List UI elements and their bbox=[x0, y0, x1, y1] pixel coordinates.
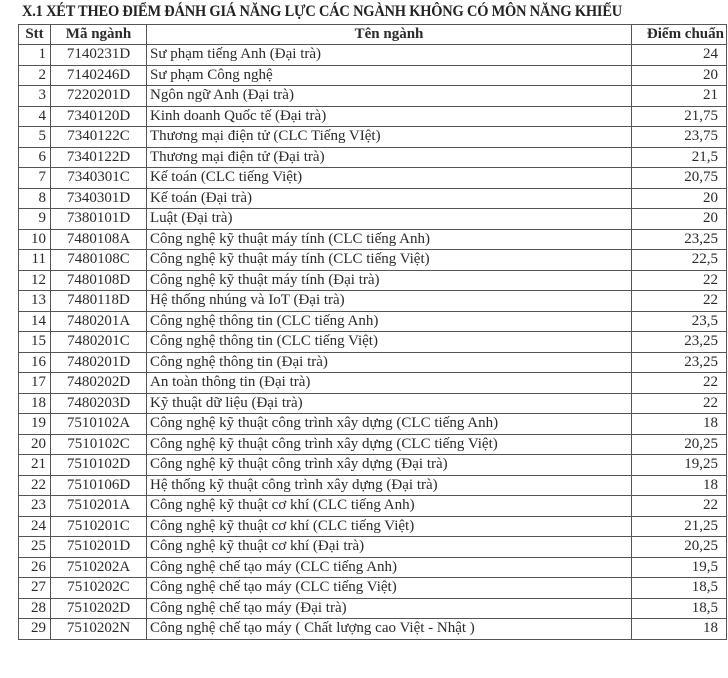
row-name: Kế toán (Đại trà) bbox=[147, 188, 632, 209]
row-name: Sư phạm tiếng Anh (Đại trà) bbox=[147, 45, 632, 66]
row-name: Công nghệ thông tin (CLC tiếng Anh) bbox=[147, 311, 632, 332]
row-stt: 23 bbox=[19, 496, 51, 517]
row-score: 18 bbox=[632, 475, 727, 496]
row-name: Công nghệ chế tạo máy (CLC tiếng Việt) bbox=[147, 578, 632, 599]
header-code: Mã ngành bbox=[51, 25, 147, 45]
row-name: Công nghệ kỹ thuật máy tính (CLC tiếng Việt) bbox=[147, 250, 632, 271]
row-stt: 21 bbox=[19, 455, 51, 476]
row-code: 7340122C bbox=[51, 127, 147, 148]
row-stt: 18 bbox=[19, 393, 51, 414]
table-row bbox=[19, 147, 727, 168]
row-code: 7480108D bbox=[51, 270, 147, 291]
row-name: Kế toán (CLC tiếng Việt) bbox=[147, 168, 632, 189]
table-header-row bbox=[19, 25, 727, 45]
row-code: 7340122D bbox=[51, 147, 147, 168]
table-row bbox=[19, 557, 727, 578]
row-name: Công nghệ kỹ thuật công trình xây dựng (Đại trà) bbox=[147, 455, 632, 476]
row-score: 21 bbox=[632, 86, 727, 107]
row-code: 7480108C bbox=[51, 250, 147, 271]
row-code: 7220201D bbox=[51, 86, 147, 107]
row-name: Công nghệ chế tạo máy ( Chất lượng cao Việt - Nhật ) bbox=[147, 619, 632, 640]
row-stt: 16 bbox=[19, 352, 51, 373]
table-row bbox=[19, 434, 727, 455]
table-row bbox=[19, 475, 727, 496]
row-stt: 2 bbox=[19, 65, 51, 86]
row-code: 7340301C bbox=[51, 168, 147, 189]
row-name: Kinh doanh Quốc tế (Đại trà) bbox=[147, 106, 632, 127]
row-score: 22 bbox=[632, 393, 727, 414]
row-code: 7510202D bbox=[51, 598, 147, 619]
row-score: 19,5 bbox=[632, 557, 727, 578]
row-stt: 10 bbox=[19, 229, 51, 250]
row-name: Công nghệ kỹ thuật công trình xây dựng (CLC tiếng Anh) bbox=[147, 414, 632, 435]
row-stt: 6 bbox=[19, 147, 51, 168]
row-stt: 19 bbox=[19, 414, 51, 435]
row-code: 7480202D bbox=[51, 373, 147, 394]
row-score: 18,5 bbox=[632, 578, 727, 599]
row-code: 7510102A bbox=[51, 414, 147, 435]
table-row bbox=[19, 291, 727, 312]
row-score: 23,5 bbox=[632, 311, 727, 332]
row-name: Công nghệ chế tạo máy (CLC tiếng Anh) bbox=[147, 557, 632, 578]
row-name: Công nghệ thông tin (CLC tiếng Việt) bbox=[147, 332, 632, 353]
table-row bbox=[19, 578, 727, 599]
row-name: An toàn thông tin (Đại trà) bbox=[147, 373, 632, 394]
row-code: 7380101D bbox=[51, 209, 147, 230]
row-code: 7510201D bbox=[51, 537, 147, 558]
row-code: 7340120D bbox=[51, 106, 147, 127]
row-stt: 22 bbox=[19, 475, 51, 496]
row-name: Công nghệ thông tin (Đại trà) bbox=[147, 352, 632, 373]
row-score: 18 bbox=[632, 619, 727, 640]
row-stt: 15 bbox=[19, 332, 51, 353]
row-name: Hệ thống nhúng và IoT (Đại trà) bbox=[147, 291, 632, 312]
row-name: Công nghệ kỹ thuật cơ khí (CLC tiếng Việt) bbox=[147, 516, 632, 537]
row-stt: 27 bbox=[19, 578, 51, 599]
table-row bbox=[19, 229, 727, 250]
section-title: X.1 XÉT THEO ĐIỂM ĐÁNH GIÁ NĂNG LỰC CÁC NGÀNH KHÔNG CÓ MÔN NĂNG KHIẾU bbox=[22, 3, 622, 20]
row-stt: 24 bbox=[19, 516, 51, 537]
admission-scores-table bbox=[18, 24, 727, 640]
header-score: Điểm chuẩn bbox=[632, 25, 727, 45]
table-row bbox=[19, 270, 727, 291]
header-name: Tên ngành bbox=[147, 25, 632, 45]
row-stt: 7 bbox=[19, 168, 51, 189]
row-code: 7140246D bbox=[51, 65, 147, 86]
row-score: 21,75 bbox=[632, 106, 727, 127]
row-stt: 3 bbox=[19, 86, 51, 107]
row-score: 22 bbox=[632, 496, 727, 517]
row-stt: 11 bbox=[19, 250, 51, 271]
row-name: Hệ thống kỹ thuật công trình xây dựng (Đại trà) bbox=[147, 475, 632, 496]
row-code: 7480201A bbox=[51, 311, 147, 332]
row-score: 24 bbox=[632, 45, 727, 66]
row-score: 22 bbox=[632, 270, 727, 291]
row-name: Công nghệ kỹ thuật máy tính (Đại trà) bbox=[147, 270, 632, 291]
row-score: 20 bbox=[632, 209, 727, 230]
row-code: 7510102D bbox=[51, 455, 147, 476]
row-code: 7480108A bbox=[51, 229, 147, 250]
row-code: 7510106D bbox=[51, 475, 147, 496]
table-row bbox=[19, 86, 727, 107]
row-name: Công nghệ kỹ thuật cơ khí (CLC tiếng Anh) bbox=[147, 496, 632, 517]
row-code: 7510201A bbox=[51, 496, 147, 517]
row-score: 20,75 bbox=[632, 168, 727, 189]
row-name: Công nghệ kỹ thuật cơ khí (Đại trà) bbox=[147, 537, 632, 558]
table-row bbox=[19, 65, 727, 86]
row-score: 21,5 bbox=[632, 147, 727, 168]
row-code: 7480118D bbox=[51, 291, 147, 312]
row-stt: 13 bbox=[19, 291, 51, 312]
row-name: Công nghệ kỹ thuật máy tính (CLC tiếng Anh) bbox=[147, 229, 632, 250]
row-score: 18 bbox=[632, 414, 727, 435]
row-score: 22 bbox=[632, 373, 727, 394]
table-body bbox=[19, 45, 727, 640]
row-score: 20 bbox=[632, 188, 727, 209]
row-stt: 17 bbox=[19, 373, 51, 394]
row-stt: 26 bbox=[19, 557, 51, 578]
row-stt: 20 bbox=[19, 434, 51, 455]
row-stt: 8 bbox=[19, 188, 51, 209]
table-row bbox=[19, 45, 727, 66]
row-score: 22 bbox=[632, 291, 727, 312]
row-stt: 25 bbox=[19, 537, 51, 558]
table-row bbox=[19, 311, 727, 332]
table-row bbox=[19, 188, 727, 209]
table-row bbox=[19, 414, 727, 435]
table-row bbox=[19, 127, 727, 148]
row-score: 20,25 bbox=[632, 537, 727, 558]
row-score: 23,25 bbox=[632, 332, 727, 353]
row-name: Thương mại điện tử (CLC Tiếng VIệt) bbox=[147, 127, 632, 148]
row-stt: 4 bbox=[19, 106, 51, 127]
row-score: 23,25 bbox=[632, 229, 727, 250]
row-stt: 14 bbox=[19, 311, 51, 332]
row-code: 7480201D bbox=[51, 352, 147, 373]
table-row bbox=[19, 598, 727, 619]
row-name: Kỹ thuật dữ liệu (Đại trà) bbox=[147, 393, 632, 414]
row-score: 21,25 bbox=[632, 516, 727, 537]
row-name: Sư phạm Công nghệ bbox=[147, 65, 632, 86]
table-row bbox=[19, 168, 727, 189]
row-score: 23,25 bbox=[632, 352, 727, 373]
table-row bbox=[19, 332, 727, 353]
table-row bbox=[19, 537, 727, 558]
table-row bbox=[19, 455, 727, 476]
table-row bbox=[19, 250, 727, 271]
row-code: 7140231D bbox=[51, 45, 147, 66]
row-code: 7510201C bbox=[51, 516, 147, 537]
table-row bbox=[19, 106, 727, 127]
table-row bbox=[19, 496, 727, 517]
table-row bbox=[19, 209, 727, 230]
table-row bbox=[19, 393, 727, 414]
row-stt: 9 bbox=[19, 209, 51, 230]
row-score: 22,5 bbox=[632, 250, 727, 271]
row-name: Công nghệ chế tạo máy (Đại trà) bbox=[147, 598, 632, 619]
row-code: 7510202N bbox=[51, 619, 147, 640]
row-score: 20,25 bbox=[632, 434, 727, 455]
table-row bbox=[19, 619, 727, 640]
table-row bbox=[19, 373, 727, 394]
row-name: Ngôn ngữ Anh (Đại trà) bbox=[147, 86, 632, 107]
row-stt: 1 bbox=[19, 45, 51, 66]
row-name: Thương mại điện tử (Đại trà) bbox=[147, 147, 632, 168]
row-code: 7480203D bbox=[51, 393, 147, 414]
row-code: 7510202A bbox=[51, 557, 147, 578]
row-score: 18,5 bbox=[632, 598, 727, 619]
row-stt: 5 bbox=[19, 127, 51, 148]
row-stt: 29 bbox=[19, 619, 51, 640]
row-name: Luật (Đại trà) bbox=[147, 209, 632, 230]
row-code: 7480201C bbox=[51, 332, 147, 353]
row-code: 7510102C bbox=[51, 434, 147, 455]
row-stt: 28 bbox=[19, 598, 51, 619]
row-stt: 12 bbox=[19, 270, 51, 291]
table-row bbox=[19, 516, 727, 537]
table-row bbox=[19, 352, 727, 373]
header-stt: Stt bbox=[19, 25, 51, 45]
row-score: 23,75 bbox=[632, 127, 727, 148]
row-score: 19,25 bbox=[632, 455, 727, 476]
row-code: 7510202C bbox=[51, 578, 147, 599]
row-code: 7340301D bbox=[51, 188, 147, 209]
row-score: 20 bbox=[632, 65, 727, 86]
row-name: Công nghệ kỹ thuật công trình xây dựng (CLC tiếng Việt) bbox=[147, 434, 632, 455]
